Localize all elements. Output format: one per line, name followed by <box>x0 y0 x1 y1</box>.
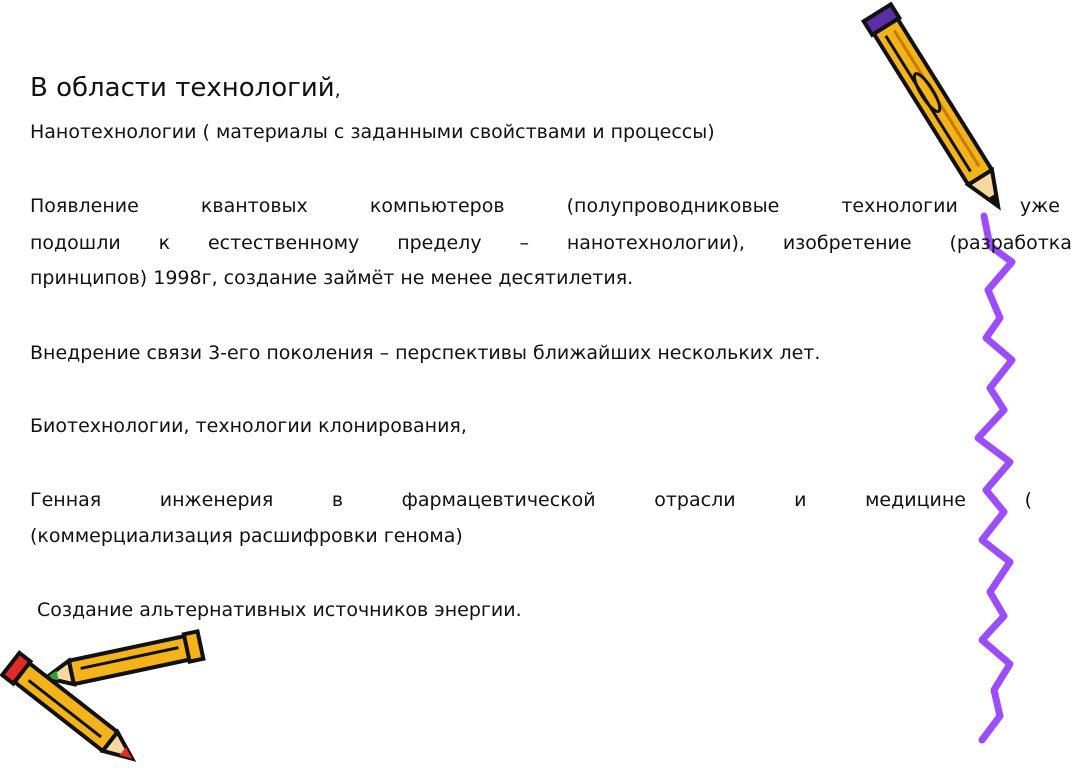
word: Появление <box>30 195 139 217</box>
word: компьютеров <box>369 195 505 217</box>
quantum-line-1 <box>30 195 1060 217</box>
word: изобретение <box>782 232 912 254</box>
word: в <box>331 489 344 511</box>
word: (полупроводниковые <box>566 195 780 217</box>
word: фармацевтической <box>401 489 596 511</box>
word: пределу <box>397 232 482 254</box>
word: технологии <box>841 195 958 217</box>
word: – <box>519 232 529 254</box>
word: (разработка <box>949 232 1072 254</box>
slide-title-suffix: , <box>334 79 341 101</box>
pencil-icon-green <box>43 631 203 691</box>
word: естественному <box>207 232 360 254</box>
quantum-line-2 <box>30 232 1072 254</box>
word: отрасли <box>654 489 736 511</box>
slide-title-text: В области технологий <box>30 73 335 103</box>
word: и <box>794 489 807 511</box>
genetic-line-1 <box>30 489 1032 511</box>
nanotech-line: Нанотехнологии ( материалы с заданными свойствами и процессы) <box>30 121 715 143</box>
word: нанотехнологии), <box>566 232 745 254</box>
word: к <box>158 232 171 254</box>
word: инженерия <box>159 489 274 511</box>
word: квантовых <box>200 195 308 217</box>
quantum-line-3: принципов) 1998г, создание займёт не менее десятилетия. <box>30 267 634 289</box>
genetic-line-2: (коммерциализация расшифровки генома) <box>30 525 463 547</box>
energy-line: Создание альтернативных источников энергии. <box>37 599 522 621</box>
word: подошли <box>30 232 121 254</box>
word: уже <box>1019 195 1060 217</box>
3g-line: Внедрение связи 3-его поколения – перспективы ближайших нескольких лет. <box>30 342 821 364</box>
biotech-line: Биотехнологии, технологии клонирования, <box>30 415 467 437</box>
word: медицине <box>865 489 966 511</box>
slide-title <box>30 73 341 103</box>
word: Генная <box>30 489 102 511</box>
word: ( <box>1024 489 1032 511</box>
